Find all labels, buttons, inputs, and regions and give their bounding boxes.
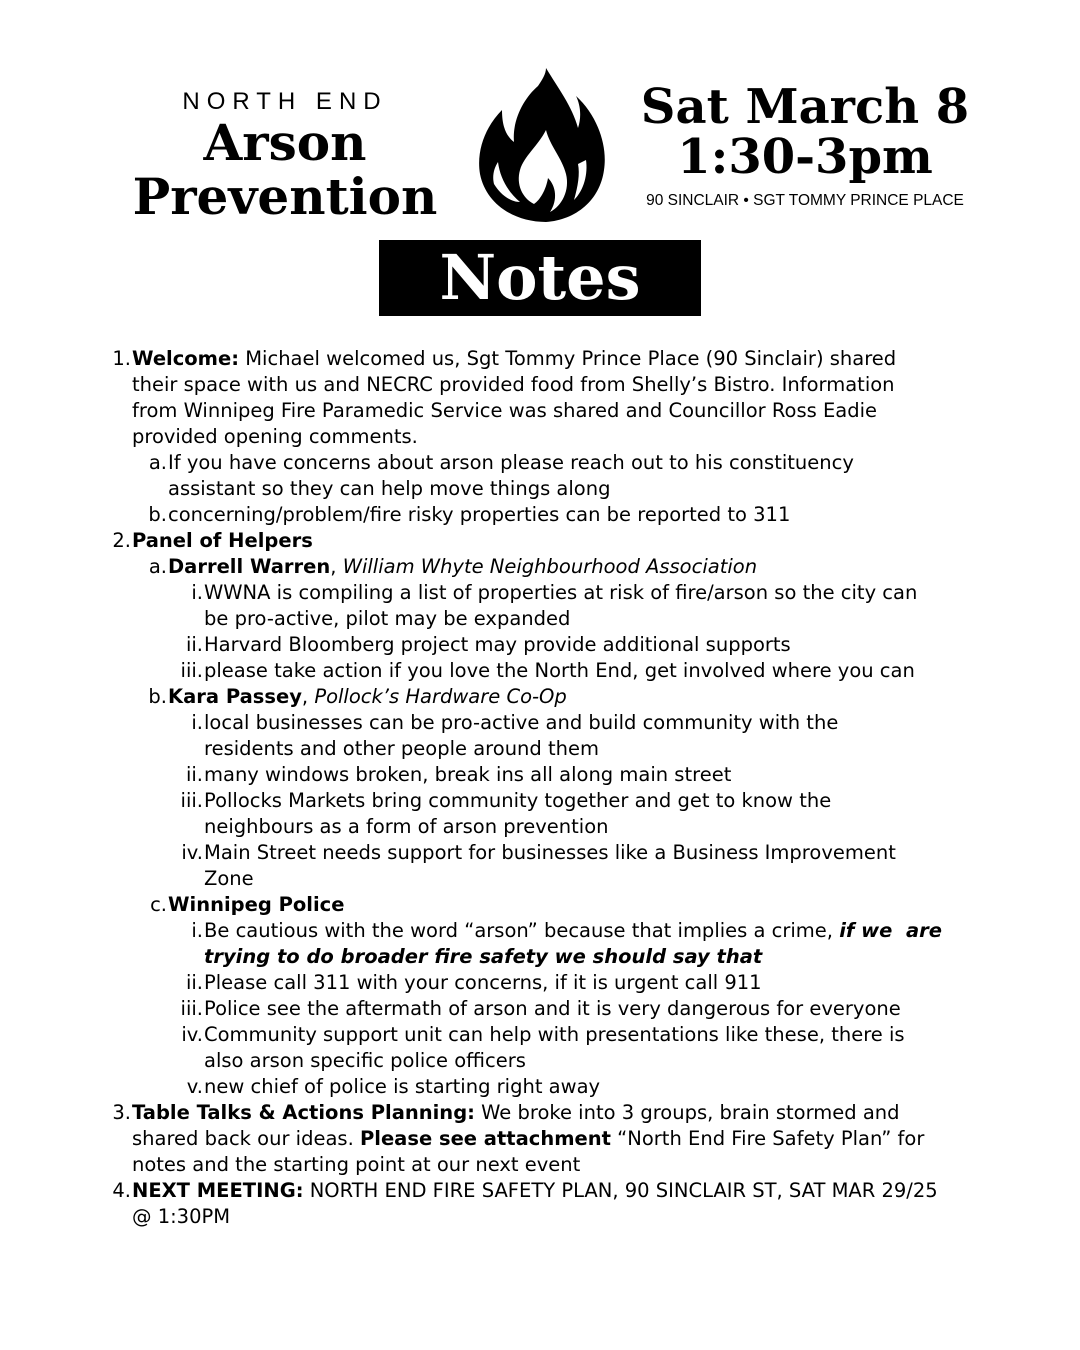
event-datetime-block <box>630 79 980 210</box>
list-item <box>0 762 1080 788</box>
event-address: 90 SINCLAIR • SGT TOMMY PRINCE PLACE <box>646 192 964 209</box>
list-marker: b. <box>148 503 167 526</box>
item-text: Michael welcomed us, Sgt Tommy Prince Place (90 Sinclair) shared <box>245 347 897 370</box>
item-text: Be cautious with the word “arson” because that implies a crime, <box>204 919 833 942</box>
separator: , <box>301 685 309 708</box>
list-item-continuation <box>0 944 1080 970</box>
item-text: WWNA is compiling a list of properties at risk of fire/arson so the city can <box>204 581 918 604</box>
list-marker: i. <box>191 581 203 604</box>
list-item-continuation <box>0 1048 1080 1074</box>
item-text: their space with us and NECRC provided food from Shelly’s Bistro. Information <box>132 373 895 396</box>
list-marker: i. <box>191 711 203 734</box>
list-item-continuation <box>0 606 1080 632</box>
emphasis-text: if we are <box>839 919 942 942</box>
list-item <box>0 840 1080 866</box>
item-text: residents and other people around them <box>204 737 599 760</box>
list-item-continuation <box>0 1126 1080 1152</box>
list-marker: ii. <box>185 971 203 994</box>
item-text: provided opening comments. <box>132 425 418 448</box>
event-time: 1:30-3pm <box>677 129 933 185</box>
list-marker: iii. <box>180 997 203 1020</box>
item-text: Harvard Bloomberg project may provide additional supports <box>204 633 791 656</box>
list-marker: i. <box>191 919 203 942</box>
list-item-continuation <box>0 372 1080 398</box>
list-marker: iv. <box>181 1023 203 1046</box>
list-item <box>0 918 1080 944</box>
item-text: be pro-active, pilot may be expanded <box>204 607 571 630</box>
list-item <box>0 1178 1080 1204</box>
item-heading: Table Talks & Actions Planning: <box>132 1101 475 1124</box>
list-marker: a. <box>148 555 167 578</box>
page-title-line2: Prevention <box>132 167 438 226</box>
list-item-continuation <box>0 1204 1080 1230</box>
item-text: We broke into 3 groups, brain stormed and <box>481 1101 900 1124</box>
item-text: from Winnipeg Fire Paramedic Service was shared and Councillor Ross Eadie <box>132 399 878 422</box>
item-text: NORTH END FIRE SAFETY PLAN, 90 SINCLAIR ST, SAT MAR 29/25 <box>309 1179 938 1202</box>
event-date: Sat March 8 <box>640 79 970 135</box>
list-item <box>0 450 1080 476</box>
list-item <box>0 1100 1080 1126</box>
list-item <box>0 970 1080 996</box>
item-text: Please call 311 with your concerns, if it is urgent call 911 <box>204 971 762 994</box>
speaker-org: Pollock’s Hardware Co-Op <box>314 685 567 708</box>
list-item-continuation <box>0 814 1080 840</box>
item-text: new chief of police is starting right away <box>204 1075 601 1098</box>
flame-icon <box>476 66 608 224</box>
item-text: If you have concerns about arson please reach out to his constituency <box>168 451 854 474</box>
list-item <box>0 892 1080 918</box>
list-item-continuation <box>0 398 1080 424</box>
kicker: NORTH END <box>182 88 388 115</box>
list-item-continuation <box>0 736 1080 762</box>
item-text: Main Street needs support for businesses like a Business Improvement <box>204 841 896 864</box>
list-marker: iii. <box>180 659 203 682</box>
item-text: please take action if you love the North End, get involved where you can <box>204 659 915 682</box>
speaker-name: Winnipeg Police <box>168 893 345 916</box>
item-text: Police see the aftermath of arson and it is very dangerous for everyone <box>204 997 901 1020</box>
item-heading: Welcome: <box>132 347 240 370</box>
list-marker: v. <box>186 1075 203 1098</box>
separator: , <box>330 555 337 578</box>
list-marker: c. <box>150 893 167 916</box>
list-marker: 3. <box>112 1101 131 1124</box>
item-text: @ 1:30PM <box>132 1205 231 1228</box>
item-heading: NEXT MEETING: <box>132 1179 304 1202</box>
list-marker: a. <box>148 451 167 474</box>
item-text: concerning/problem/fire risky properties can be reported to 311 <box>168 503 791 526</box>
list-item-continuation <box>0 424 1080 450</box>
speaker-org: William Whyte Neighbourhood Association <box>342 555 758 578</box>
list-marker: b. <box>148 685 167 708</box>
list-marker: ii. <box>185 763 203 786</box>
page-title-line1: Arson <box>203 113 367 172</box>
item-text: Community support unit can help with presentations like these, there is <box>204 1023 905 1046</box>
item-text: many windows broken, break ins all along main street <box>204 763 732 786</box>
event-title-block <box>130 88 440 224</box>
item-text: also arson specific police officers <box>204 1049 526 1072</box>
item-text: assistant so they can help move things along <box>168 477 611 500</box>
speaker-name: Darrell Warren <box>168 555 331 578</box>
notes-banner: Notes <box>379 240 701 316</box>
list-item <box>0 346 1080 372</box>
list-marker: 1. <box>112 347 131 370</box>
attachment-callout: Please see attachment <box>359 1127 611 1150</box>
item-text: local businesses can be pro-active and build community with the <box>204 711 839 734</box>
list-marker: iv. <box>181 841 203 864</box>
list-item <box>0 554 1080 580</box>
list-item-continuation <box>0 866 1080 892</box>
list-item-continuation <box>0 1152 1080 1178</box>
item-text: Zone <box>204 867 254 890</box>
item-heading: Panel of Helpers <box>132 529 313 552</box>
item-text: Pollocks Markets bring community together and get to know the <box>204 789 832 812</box>
list-item <box>0 710 1080 736</box>
list-item-continuation <box>0 476 1080 502</box>
list-item <box>0 580 1080 606</box>
list-item <box>0 658 1080 684</box>
item-text: notes and the starting point at our next event <box>132 1153 581 1176</box>
item-text: “North End Fire Safety Plan” for <box>617 1127 925 1150</box>
list-item <box>0 528 1080 554</box>
emphasis-text: trying to do broader fire safety we should say that <box>204 945 763 968</box>
list-item <box>0 502 1080 528</box>
item-text: shared back our ideas. <box>132 1127 354 1150</box>
list-item <box>0 684 1080 710</box>
list-item <box>0 788 1080 814</box>
item-text: neighbours as a form of arson prevention <box>204 815 609 838</box>
list-marker: 2. <box>112 529 131 552</box>
list-item <box>0 1074 1080 1100</box>
list-marker: iii. <box>180 789 203 812</box>
notes-list <box>0 346 1080 1230</box>
list-marker: 4. <box>112 1179 131 1202</box>
speaker-name: Kara Passey <box>168 685 302 708</box>
list-item <box>0 996 1080 1022</box>
list-item <box>0 1022 1080 1048</box>
list-item <box>0 632 1080 658</box>
list-marker: ii. <box>185 633 203 656</box>
